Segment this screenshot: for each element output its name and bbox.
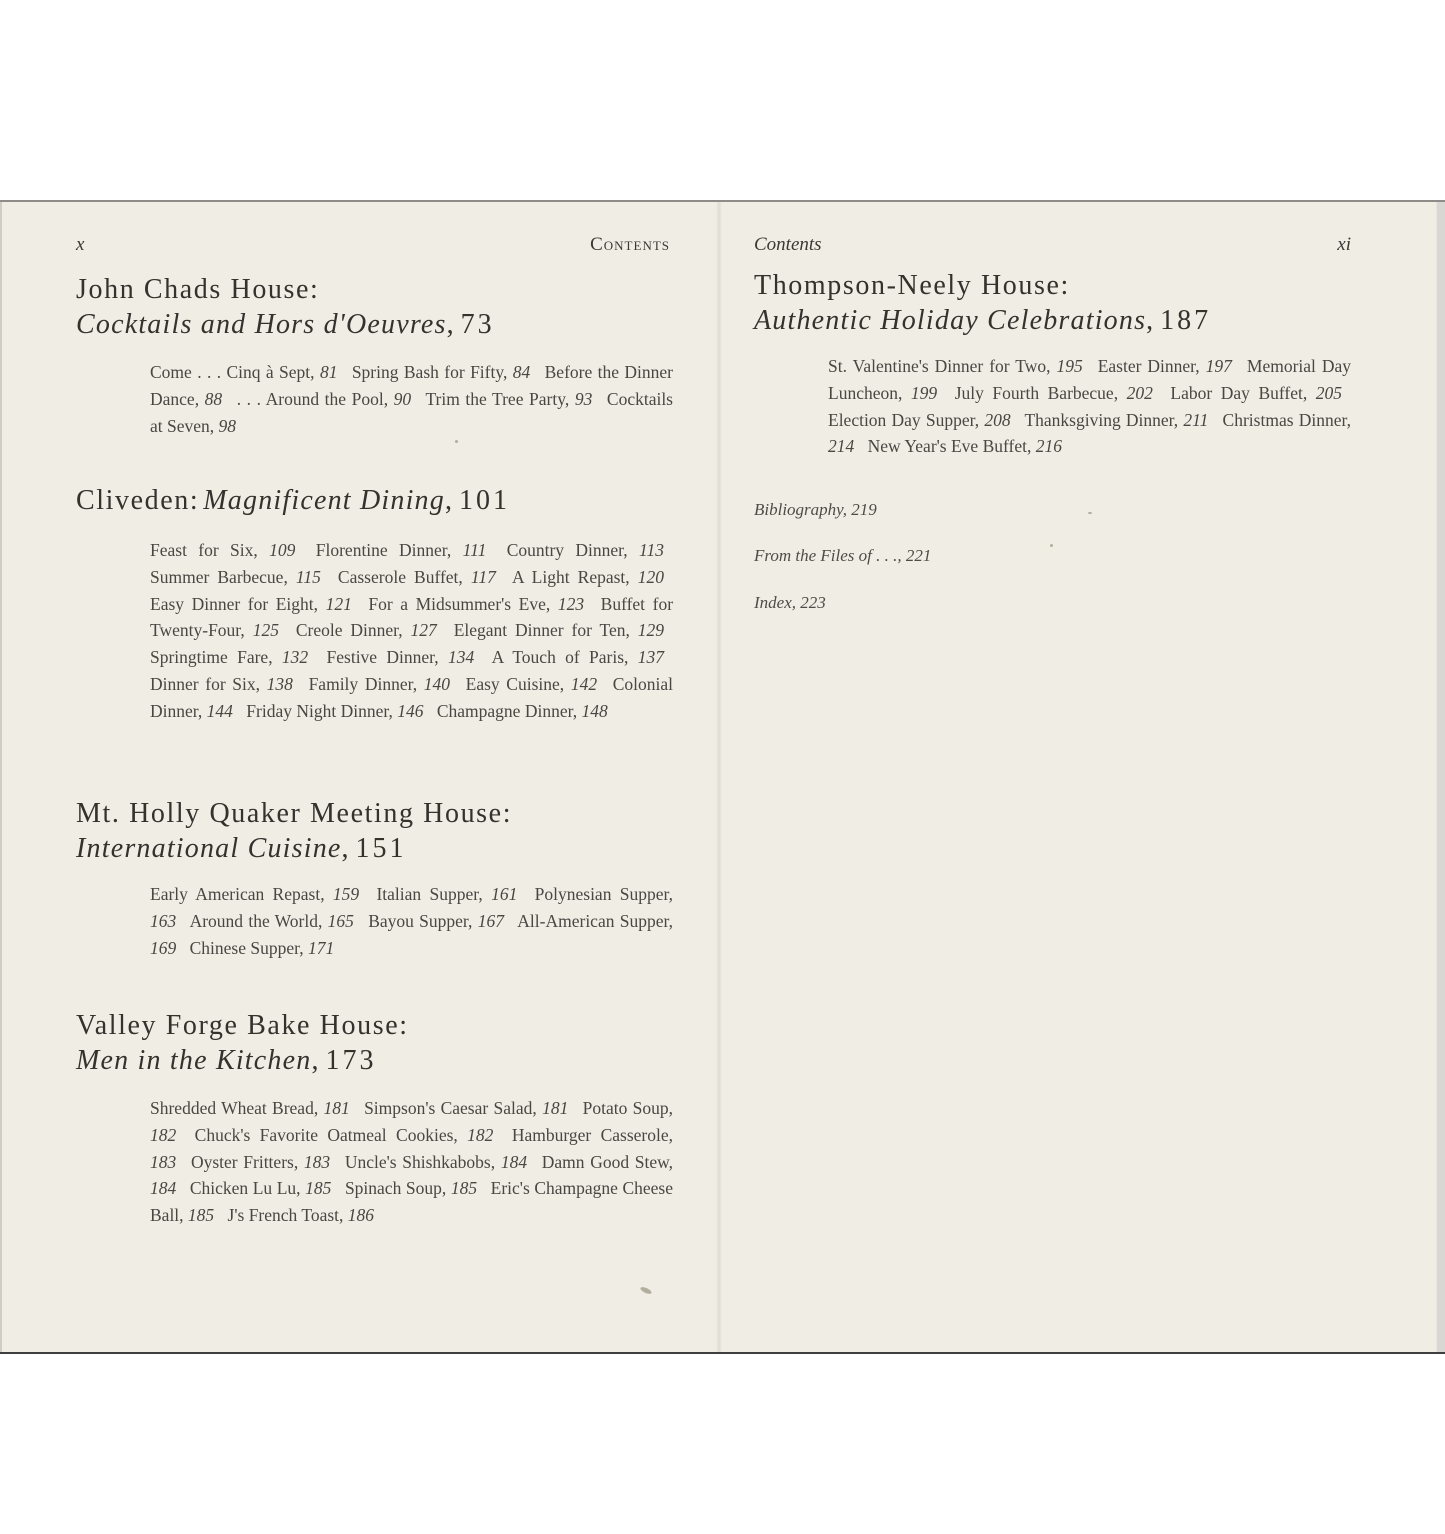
entry-title: New Year's Eve Buffet, bbox=[867, 436, 1036, 457]
toc-entry bbox=[296, 620, 446, 640]
toc-entry bbox=[364, 1098, 577, 1118]
entry-page: 185 bbox=[187, 1205, 215, 1226]
entry-title: Creole Dinner, bbox=[295, 620, 411, 641]
entry-page: 163 bbox=[150, 910, 177, 931]
entry-page: 165 bbox=[327, 910, 354, 931]
toc-entry bbox=[191, 1152, 339, 1172]
page-edge bbox=[1436, 202, 1445, 1352]
toc-entry bbox=[338, 567, 505, 587]
paper-speck bbox=[1088, 512, 1092, 514]
entry-title: Florentine Dinner, bbox=[315, 540, 463, 560]
entry-page: 181 bbox=[542, 1098, 569, 1118]
entry-title: Spinach Soup, bbox=[344, 1178, 451, 1199]
toc-entry bbox=[345, 1178, 486, 1198]
entry-title: Simpson's Caesar Salad, bbox=[364, 1098, 543, 1118]
entry-title: Festive Dinner, bbox=[326, 647, 449, 668]
toc-entry bbox=[425, 389, 601, 409]
entry-title: A Touch of Paris, bbox=[491, 647, 638, 668]
toc-entry bbox=[1170, 383, 1351, 403]
entry-title: Springtime Fare, bbox=[150, 647, 282, 668]
toc-entry bbox=[150, 674, 302, 694]
entry-title: Easy Dinner for Eight, bbox=[150, 593, 326, 614]
entry-page: 199 bbox=[910, 382, 938, 403]
entry-title: Oyster Fritters, bbox=[190, 1151, 304, 1172]
entry-page: 169 bbox=[150, 937, 177, 958]
toc-entry bbox=[512, 567, 673, 587]
toc-entry bbox=[492, 647, 673, 667]
back-matter-label: From the Files of . . . bbox=[754, 546, 898, 565]
toc-entry bbox=[150, 567, 330, 587]
back-matter-index: Index, 223 bbox=[754, 593, 826, 612]
entry-page: 84 bbox=[512, 362, 531, 382]
entry-title: Christmas Dinner, bbox=[1222, 409, 1351, 430]
section-subtitle: Cocktails and Hors d'Oeuvres, 73 bbox=[76, 309, 495, 340]
entry-title: Chuck's Favorite Oatmeal Cookies, bbox=[194, 1124, 468, 1145]
entry-page: 123 bbox=[557, 593, 585, 614]
toc-entry bbox=[376, 884, 526, 904]
section-subtitle-text: Magnificent Dining bbox=[203, 485, 445, 516]
entry-title: Champagne Dinner, bbox=[436, 700, 582, 721]
entry-title: Spring Bash for Fifty, bbox=[351, 362, 513, 382]
toc-entry bbox=[345, 1152, 536, 1172]
back-matter-label: Bibliography bbox=[754, 500, 843, 519]
toc-entry bbox=[190, 911, 363, 931]
entry-title: Damn Good Stew, bbox=[541, 1151, 674, 1172]
toc-entry bbox=[150, 1098, 359, 1118]
back-matter-page: 223 bbox=[800, 593, 826, 612]
toc-entry bbox=[868, 436, 1071, 456]
left-page bbox=[0, 202, 718, 1352]
toc-entry bbox=[368, 911, 513, 931]
toc-entry bbox=[309, 674, 459, 694]
entry-page: 216 bbox=[1035, 436, 1062, 457]
entry-title: A Light Repast, bbox=[511, 566, 638, 587]
section-title: Mt. Holly Quaker Meeting House: bbox=[76, 798, 513, 829]
section-subtitle: Authentic Holiday Celebrations, 187 bbox=[754, 305, 1212, 336]
entry-title: Buffet for Twenty-Four, bbox=[150, 593, 674, 641]
toc-entry bbox=[190, 1178, 341, 1198]
section-subtitle: International Cuisine, 151 bbox=[76, 833, 407, 864]
entry-page: 182 bbox=[150, 1124, 177, 1145]
entry-page: 142 bbox=[570, 673, 598, 694]
entry-page: 186 bbox=[347, 1205, 375, 1226]
entry-title: Chinese Supper, bbox=[189, 937, 309, 958]
toc-entry bbox=[828, 410, 1020, 430]
entry-page: 120 bbox=[637, 566, 664, 587]
toc-entry bbox=[327, 647, 484, 667]
entry-page: 159 bbox=[332, 884, 360, 904]
entry-title: All-American Supper, bbox=[517, 910, 673, 931]
toc-entry bbox=[316, 540, 496, 560]
section-page: 73 bbox=[460, 309, 495, 340]
entry-page: 214 bbox=[828, 436, 855, 457]
entry-page: 137 bbox=[637, 647, 665, 668]
entry-page: 181 bbox=[323, 1098, 350, 1118]
entry-page: 134 bbox=[448, 647, 475, 668]
entry-title: Trim the Tree Party, bbox=[425, 388, 575, 409]
entry-list bbox=[150, 537, 673, 725]
entry-page: 211 bbox=[1183, 409, 1209, 430]
entry-title: Italian Supper, bbox=[376, 884, 492, 904]
entry-page: 185 bbox=[450, 1178, 478, 1199]
entry-title: Eric's Champagne Cheese Ball, bbox=[150, 1178, 674, 1226]
entry-page: 93 bbox=[574, 388, 593, 409]
section-title: Valley Forge Bake House: bbox=[76, 1010, 409, 1041]
entry-title: For a Midsummer's Eve, bbox=[368, 593, 558, 614]
entry-page: 115 bbox=[295, 566, 321, 587]
entry-page: 182 bbox=[467, 1124, 494, 1145]
toc-entry bbox=[190, 938, 344, 958]
section-subtitle-text: Cocktails and Hors d'Oeuvres bbox=[76, 309, 447, 340]
entry-title: Around the World, bbox=[189, 910, 328, 931]
entry-title: Dinner for Six, bbox=[150, 673, 267, 694]
back-matter-files: From the Files of . . ., 221 bbox=[754, 546, 932, 565]
entry-page: 140 bbox=[423, 673, 450, 694]
entry-page: 184 bbox=[150, 1178, 177, 1199]
entry-page: 184 bbox=[500, 1151, 528, 1172]
toc-entry bbox=[150, 540, 304, 560]
entry-title: Easter Dinner, bbox=[1097, 356, 1206, 376]
entry-page: 90 bbox=[393, 388, 412, 409]
entry-title: Polynesian Supper, bbox=[534, 884, 674, 904]
entry-title: Bayou Supper, bbox=[368, 910, 478, 931]
toc-entry bbox=[1098, 356, 1241, 376]
section-page: 173 bbox=[325, 1045, 377, 1076]
entry-title: Cocktails at Seven, bbox=[150, 388, 673, 436]
entry-title: Elegant Dinner for Ten, bbox=[453, 620, 638, 641]
back-matter-page: 221 bbox=[905, 546, 932, 565]
toc-section bbox=[76, 796, 673, 961]
entry-page: 202 bbox=[1126, 382, 1153, 403]
toc-entry bbox=[437, 701, 617, 721]
toc-entry bbox=[466, 674, 606, 694]
entry-title: Labor Day Buffet, bbox=[1170, 382, 1316, 403]
paper-speck bbox=[640, 1286, 653, 1296]
entry-page: 185 bbox=[305, 1178, 332, 1199]
entry-page: 117 bbox=[470, 566, 496, 587]
entry-list bbox=[150, 359, 673, 439]
section-title: John Chads House: bbox=[76, 274, 320, 305]
toc-section bbox=[754, 268, 1351, 460]
paper-speck bbox=[455, 440, 458, 443]
toc-entry bbox=[507, 540, 673, 560]
entry-title: Early American Repast, bbox=[150, 884, 333, 904]
section-subtitle: Magnificent Dining, 101 bbox=[203, 485, 510, 516]
entry-page: 161 bbox=[491, 884, 518, 904]
running-head: Contents bbox=[590, 234, 670, 255]
entry-title: Hamburger Casserole, bbox=[511, 1124, 673, 1145]
toc-entry bbox=[246, 701, 432, 721]
entry-page: 121 bbox=[325, 593, 352, 614]
toc-section bbox=[76, 1008, 673, 1229]
section-subtitle-text: International Cuisine bbox=[76, 833, 342, 864]
entry-page: 183 bbox=[150, 1151, 177, 1172]
back-matter-page: 219 bbox=[851, 500, 877, 519]
section-subtitle-text: Men in the Kitchen bbox=[76, 1045, 312, 1076]
entry-title: Chicken Lu Lu, bbox=[189, 1178, 306, 1199]
toc-entry bbox=[150, 362, 346, 382]
entry-title: J's French Toast, bbox=[227, 1205, 348, 1226]
paper-speck bbox=[1050, 544, 1053, 547]
back-matter-bibliography: Bibliography, 219 bbox=[754, 500, 877, 519]
toc-section bbox=[76, 272, 673, 439]
entry-page: 195 bbox=[1056, 356, 1083, 376]
section-subtitle: Men in the Kitchen, 173 bbox=[76, 1045, 377, 1076]
toc-entry bbox=[195, 1125, 503, 1145]
section-title: Cliveden: bbox=[76, 485, 200, 516]
toc-entry bbox=[352, 362, 539, 382]
entry-page: 146 bbox=[397, 700, 424, 721]
entry-page: 111 bbox=[462, 540, 487, 560]
entry-page: 144 bbox=[206, 700, 233, 721]
section-subtitle-text: Authentic Holiday Celebrations bbox=[754, 305, 1147, 336]
entry-page: 127 bbox=[410, 620, 437, 641]
toc-entry bbox=[150, 884, 368, 904]
entry-page: 109 bbox=[269, 540, 296, 560]
entry-page: 132 bbox=[281, 647, 309, 668]
entry-list bbox=[150, 1095, 673, 1229]
entry-page: 125 bbox=[252, 620, 279, 641]
right-page bbox=[722, 202, 1437, 1352]
entry-title: Easy Cuisine, bbox=[465, 673, 571, 694]
toc-entry bbox=[454, 620, 673, 640]
toc-entry bbox=[150, 594, 361, 614]
entry-title: Colonial Dinner, bbox=[150, 673, 673, 721]
entry-page: 129 bbox=[637, 620, 664, 641]
entry-page: 171 bbox=[308, 937, 335, 958]
entry-list bbox=[150, 881, 673, 961]
page-number: xi bbox=[1337, 234, 1351, 255]
entry-title: Thanksgiving Dinner, bbox=[1024, 409, 1184, 430]
toc-entry bbox=[1024, 410, 1217, 430]
toc-entry bbox=[228, 1205, 383, 1225]
entry-title: Come . . . Cinq à Sept, bbox=[150, 362, 320, 382]
toc-entry bbox=[237, 389, 420, 409]
entry-title: Country Dinner, bbox=[506, 540, 640, 560]
entry-list bbox=[828, 353, 1351, 460]
entry-page: 138 bbox=[266, 673, 293, 694]
book-spread bbox=[0, 200, 1445, 1354]
toc-entry bbox=[828, 356, 1092, 376]
entry-title: Feast for Six, bbox=[150, 540, 270, 560]
toc-entry bbox=[955, 383, 1162, 403]
toc-section bbox=[76, 483, 673, 725]
entry-page: 88 bbox=[204, 388, 223, 409]
page-number: x bbox=[76, 234, 85, 255]
entry-title: . . . Around the Pool, bbox=[236, 388, 394, 409]
entry-title: Before the Dinner Dance, bbox=[150, 362, 673, 409]
entry-title: Potato Soup, bbox=[582, 1098, 674, 1118]
toc-entry bbox=[150, 647, 317, 667]
entry-title: Shredded Wheat Bread, bbox=[150, 1098, 324, 1118]
entry-page: 81 bbox=[319, 362, 338, 382]
entry-page: 148 bbox=[581, 700, 608, 721]
entry-title: Casserole Buffet, bbox=[337, 566, 471, 587]
running-head: Contents bbox=[754, 234, 822, 255]
entry-title: Summer Barbecue, bbox=[150, 566, 296, 587]
entry-page: 183 bbox=[303, 1151, 331, 1172]
entry-title: Friday Night Dinner, bbox=[246, 700, 398, 721]
entry-page: 205 bbox=[1315, 382, 1343, 403]
entry-page: 197 bbox=[1205, 356, 1232, 376]
section-page: 101 bbox=[458, 485, 510, 516]
entry-page: 98 bbox=[218, 415, 237, 436]
section-page: 187 bbox=[1160, 305, 1212, 336]
entry-page: 208 bbox=[984, 409, 1011, 430]
toc-entry bbox=[368, 594, 593, 614]
entry-title: Election Day Supper, bbox=[828, 409, 985, 430]
section-title: Thompson-Neely House: bbox=[754, 270, 1070, 301]
back-matter-label: Index bbox=[754, 593, 792, 612]
entry-page: 113 bbox=[639, 540, 664, 560]
entry-title: July Fourth Barbecue, bbox=[954, 382, 1127, 403]
entry-title: Uncle's Shishkabobs, bbox=[344, 1151, 501, 1172]
section-page: 151 bbox=[355, 833, 407, 864]
entry-title: Family Dinner, bbox=[308, 673, 424, 694]
entry-title: Memorial Day Luncheon, bbox=[828, 356, 1352, 403]
entry-title: St. Valentine's Dinner for Two, bbox=[828, 356, 1057, 376]
entry-page: 167 bbox=[477, 910, 504, 931]
